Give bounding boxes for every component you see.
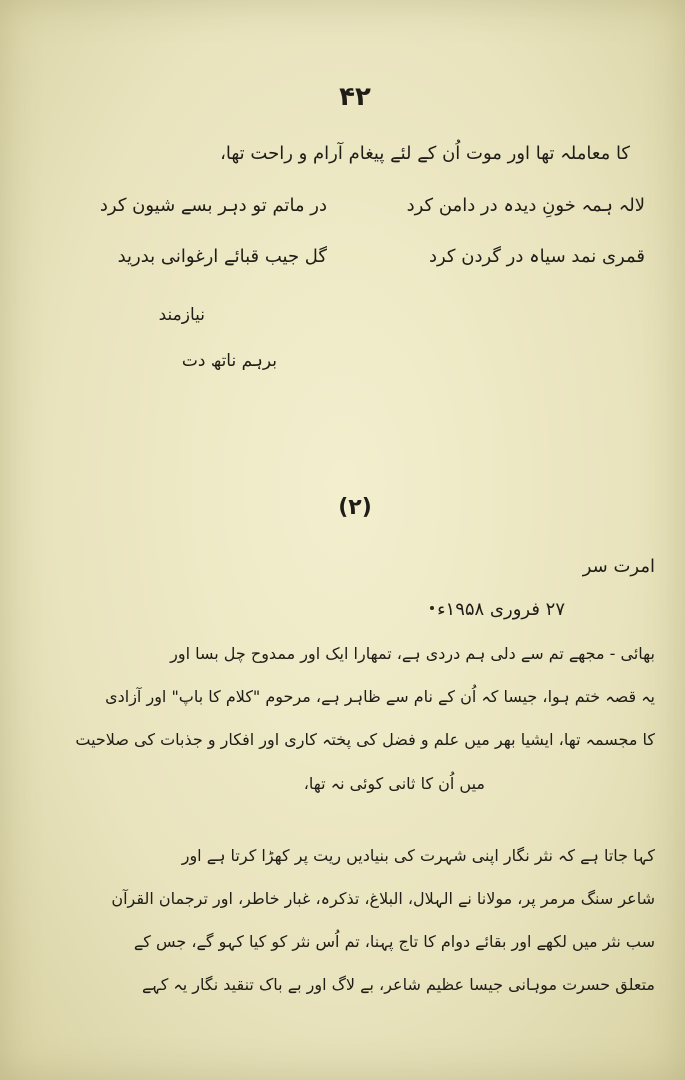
paragraph-2-line-3: سب نثر میں لکھے اور بقائے دوام کا تاج پہنا، تم اُس نثر کو کیا کہو گے، جس کے: [133, 932, 655, 951]
poem-line-2-right: قمری نمد سیاہ در گردن کرد: [428, 246, 645, 267]
paragraph-1-line-4: میں اُن کا ثانی کوئی نہ تھا،: [303, 774, 485, 793]
paragraph-2-line-4: متعلق حسرت موہانی جیسا عظیم شاعر، بے لاگ اور بے باک تنقید نگار یہ کہے: [141, 975, 655, 994]
page-number: ۴۲: [339, 82, 371, 112]
signature-name: برہم ناتھ دت: [181, 351, 277, 371]
poem-line-1-left: در ماتم تو دہر بسے شیون کرد: [99, 195, 327, 216]
signature-closing: نیازمند: [158, 305, 205, 325]
paragraph-2-line-1: کہا جاتا ہے کہ نثر نگار اپنی شہرت کی بنیادیں ریت پر کھڑا کرتا ہے اور: [181, 846, 655, 865]
paragraph-1-line-2: یہ قصہ ختم ہوا، جیسا کہ اُن کے نام سے ظاہر ہے، مرحوم "کلام کا باپ" اور آزادی: [105, 687, 655, 706]
paragraph-1-line-1: بھائی - مجھے تم سے دلی ہم دردی ہے، تمھارا ایک اور ممدوح چل بسا اور: [170, 644, 655, 663]
place-line: امرت سر: [582, 556, 655, 577]
paragraph-1-line-3: کا مجسمہ تھا، ایشیا بھر میں علم و فضل کی پختہ کاری اور افکار و جذبات کی صلاحیت: [75, 730, 655, 749]
ink-dot: [430, 606, 434, 610]
date-line: ۲۷ فروری ۱۹۵۸ء: [437, 599, 565, 620]
poem-line-2-left: گل جیب قبائے ارغوانی بدرید: [117, 246, 327, 267]
poem-line-1-right: لالہ ہمہ خونِ دیدہ در دامن کرد: [406, 195, 645, 216]
letter-number: (۲): [338, 495, 372, 520]
top-prose-line: کا معاملہ تھا اور موت اُن کے لئے پیغام آرام و راحت تھا،: [220, 143, 630, 164]
paragraph-2-line-2: شاعر سنگ مرمر پر، مولانا نے الہلال، البلاغ، تذکرہ، غبار خاطر، اور ترجمان القرآن: [111, 889, 655, 908]
